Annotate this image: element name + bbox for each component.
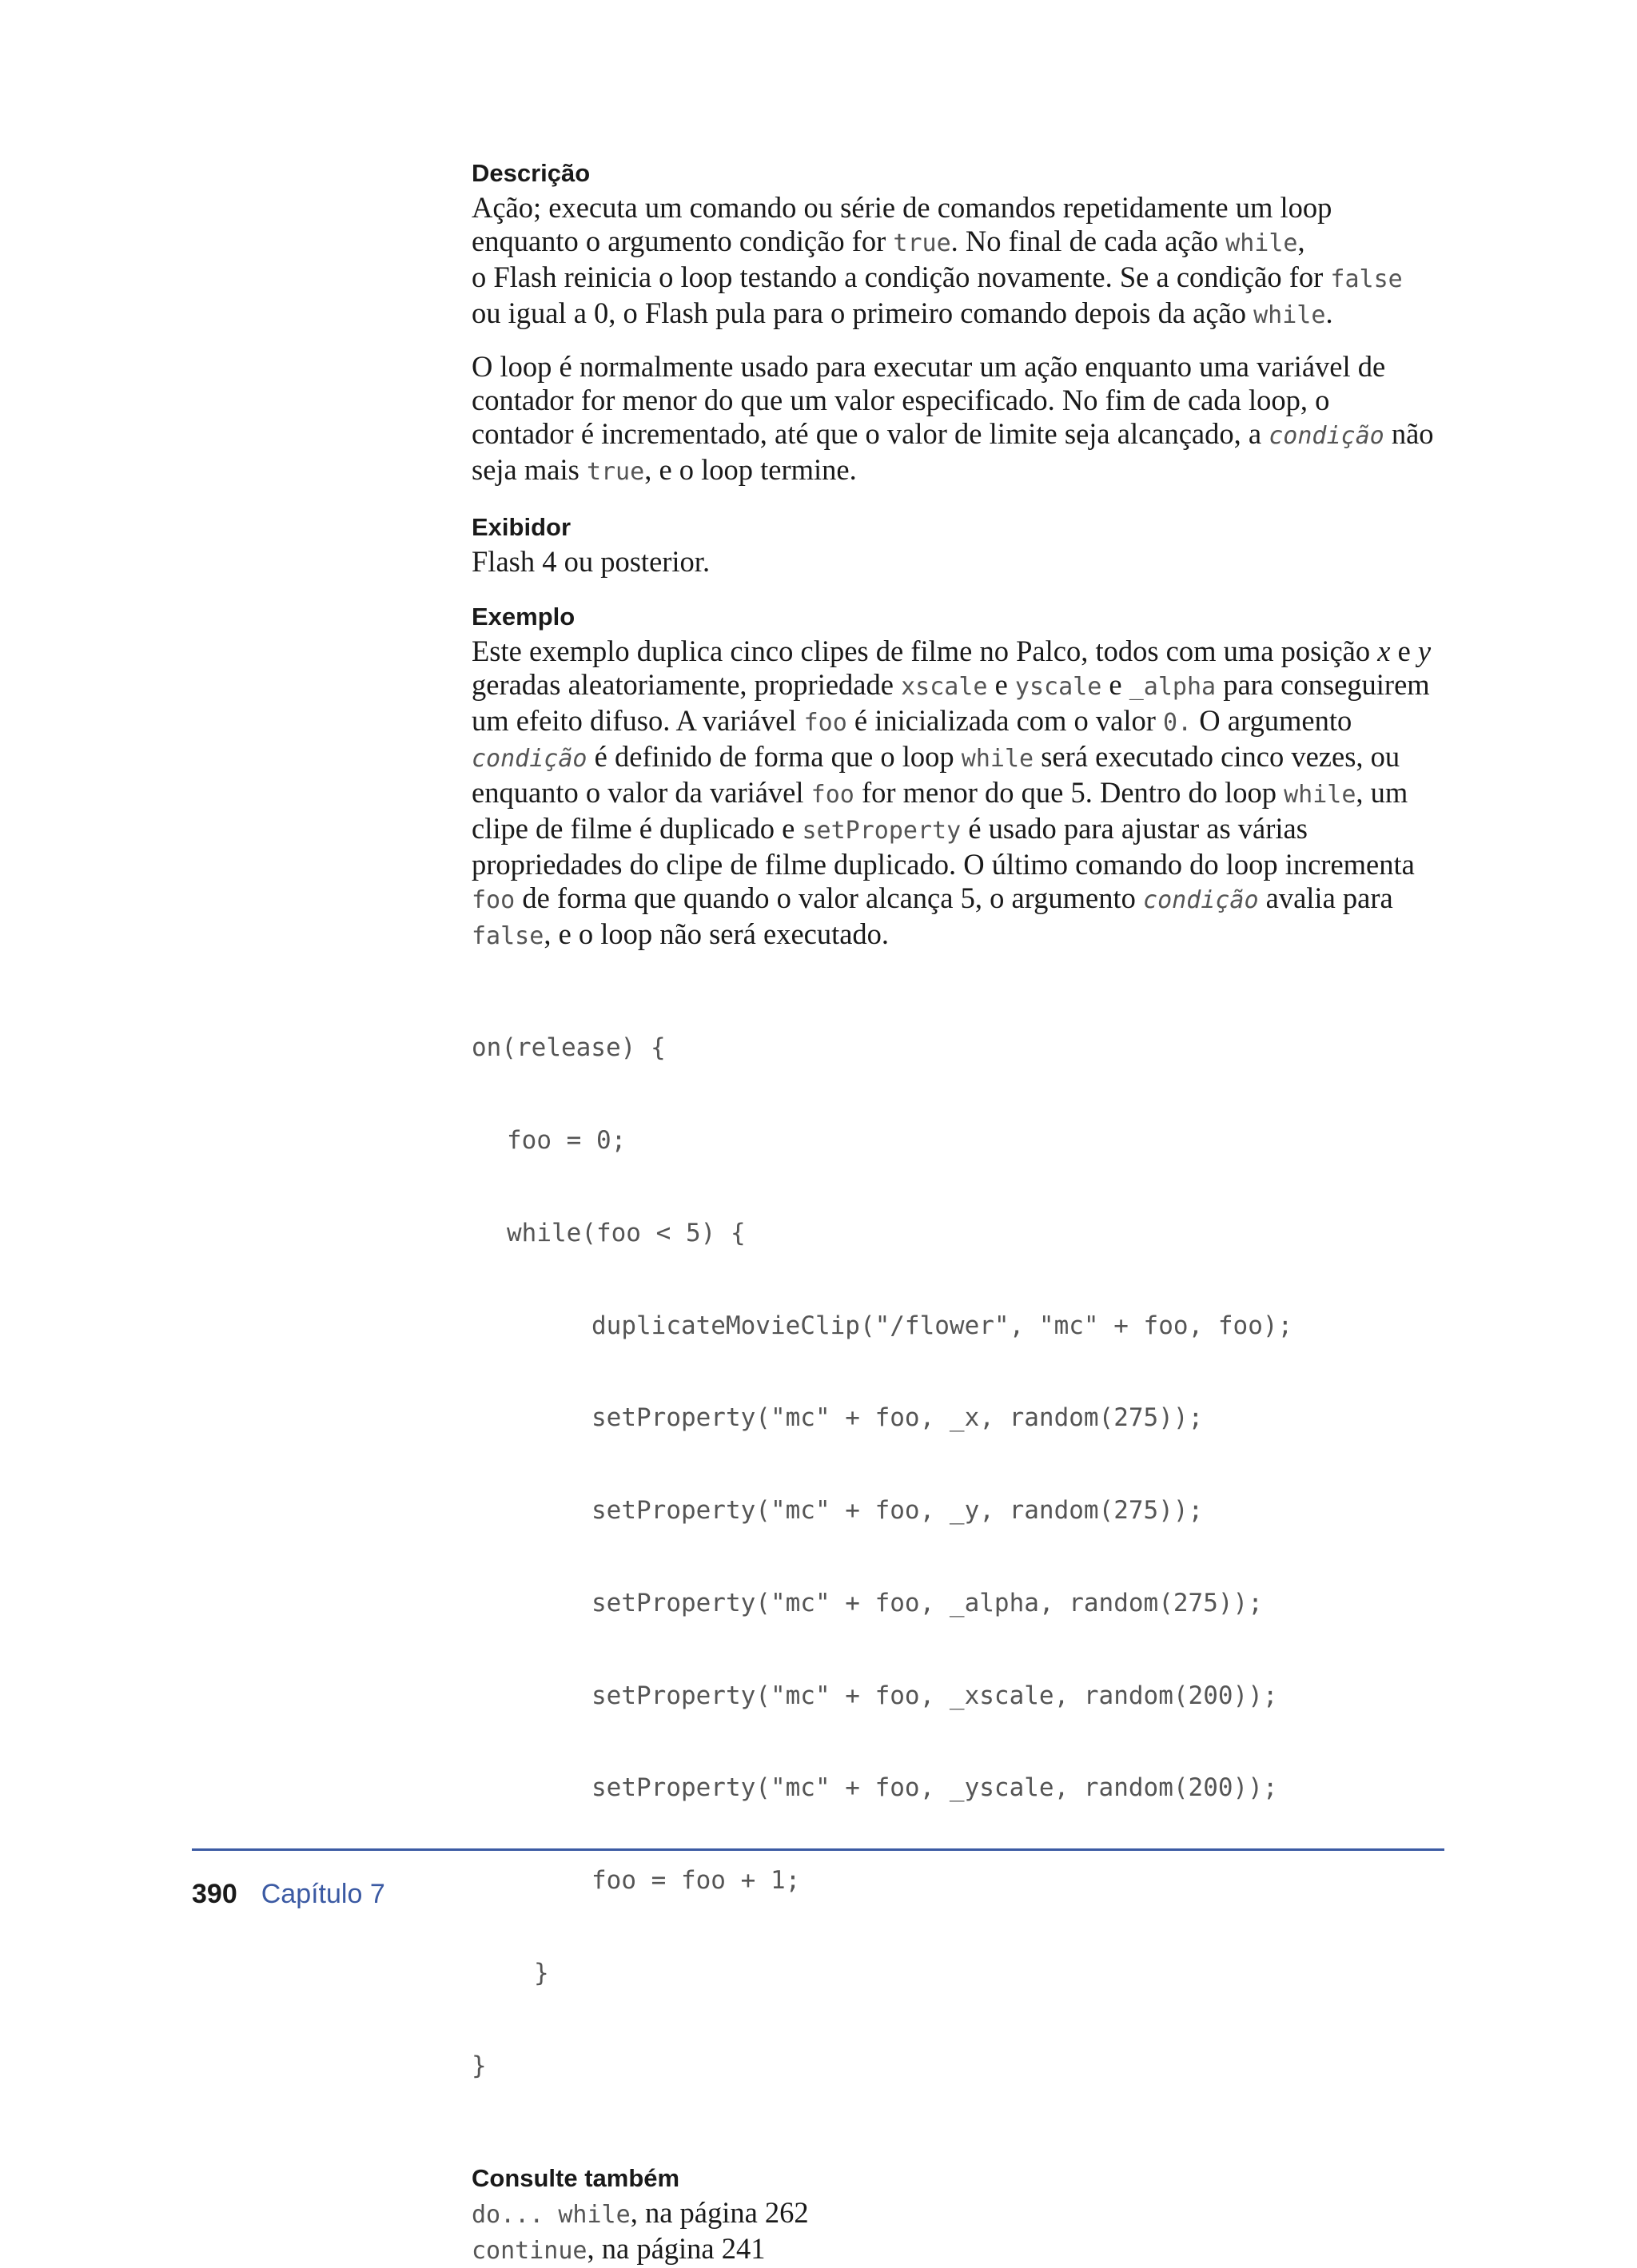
code-line: setProperty("mc" + foo, _x, random(275));	[591, 1403, 1204, 1433]
text-run: Este exemplo duplica cinco clipes de filme no Palco, todos com uma posição	[472, 635, 1378, 667]
code-line: on(release) {	[472, 1033, 666, 1063]
section-heading-exibidor: Exibidor	[472, 513, 572, 541]
text-run: , e o loop não será executado.	[544, 917, 890, 950]
page-footer	[192, 1876, 385, 1912]
code-inline: foo	[811, 781, 854, 809]
text-run: . No final de cada ação	[950, 225, 1226, 257]
text-run: Ação; executa um comando ou série de comandos repetidamente um loop	[472, 191, 1332, 224]
text-run: seja mais	[472, 453, 587, 486]
text-run: de forma que quando o valor alcança 5, o argumento	[515, 881, 1144, 914]
code-inline: yscale	[1014, 673, 1102, 701]
text-run: O loop é normalmente usado para executar um ação enquanto uma variável de	[472, 350, 1386, 383]
text-run: e	[987, 668, 1015, 701]
footer-rule	[192, 1848, 1444, 1851]
text-run: clipe de filme é duplicado e	[472, 812, 803, 845]
code-line: while(foo < 5) {	[507, 1218, 746, 1247]
code-inline: false	[1330, 265, 1403, 293]
text-run: .	[1325, 296, 1333, 329]
code-inline: while	[1284, 781, 1356, 809]
code-inline: condição	[1143, 886, 1259, 914]
text-run: e	[1101, 668, 1129, 701]
code-inline: setProperty	[802, 817, 962, 845]
text-run: enquanto o valor da variável	[472, 776, 811, 809]
text-run: não	[1384, 417, 1434, 450]
code-inline: 0.	[1163, 709, 1193, 737]
code-inline: condição	[472, 745, 587, 773]
text-run: , um	[1356, 776, 1408, 809]
text-run: é definido de forma que o loop	[587, 740, 962, 773]
text-run: avalia para	[1258, 881, 1393, 914]
text-run: propriedades do clipe de filme duplicado. O último comando do loop incrementa	[472, 848, 1415, 881]
see-also-link[interactable]	[472, 2196, 809, 2229]
page-number: 390	[192, 1879, 237, 1909]
code-inline: while	[961, 745, 1034, 773]
link-text: , na página 241	[587, 2231, 766, 2265]
code-line: duplicateMovieClip("/flower", "mc" + foo, foo);	[591, 1311, 1293, 1340]
code-inline: while	[1225, 229, 1298, 257]
link-text: , na página 262	[630, 2195, 809, 2229]
code-inline: foo	[472, 886, 516, 914]
text-run: x	[1377, 635, 1391, 667]
text-run: e	[1390, 635, 1418, 667]
see-also-list	[472, 2196, 1439, 2268]
paragraph-exemplo	[472, 635, 1439, 953]
text-run: enquanto o argumento condição for	[472, 225, 894, 257]
code-inline: xscale	[901, 673, 988, 701]
paragraph-descricao-2	[472, 350, 1439, 489]
text-run: um efeito difuso. A variável	[472, 704, 804, 737]
code-inline: false	[472, 922, 544, 950]
text-run: para conseguirem	[1216, 668, 1430, 701]
code-inline: while	[1253, 301, 1326, 329]
text-run: y	[1417, 635, 1432, 667]
code-inline: foo	[803, 709, 847, 737]
text-run: contador é incrementado, até que o valor de limite seja alcançado, a	[472, 417, 1269, 450]
text-run: ,	[1297, 225, 1305, 257]
code-line: setProperty("mc" + foo, _yscale, random(200));	[591, 1773, 1278, 1803]
code-line: foo = foo + 1;	[591, 1866, 801, 1896]
section-heading-consulte: Consulte também	[472, 2163, 680, 2192]
chapter-label: Capítulo 7	[261, 1879, 385, 1909]
text-run: é usado para ajustar as várias	[961, 812, 1308, 845]
code-block	[472, 971, 1439, 2143]
code-inline: _alpha	[1129, 673, 1217, 701]
see-also-link[interactable]	[472, 2232, 766, 2265]
code-line: }	[472, 2051, 487, 2080]
code-line: foo = 0;	[507, 1125, 627, 1155]
text-run: for menor do que 5. Dentro do loop	[854, 776, 1285, 809]
code-line: setProperty("mc" + foo, _y, random(275));	[591, 1496, 1204, 1526]
code-inline: true	[586, 458, 645, 486]
code-inline: condição	[1269, 422, 1384, 450]
section-heading-descricao: Descrição	[472, 159, 591, 187]
paragraph-descricao-1	[472, 191, 1439, 332]
code-inline: true	[893, 229, 951, 257]
text-run: é inicializada com o valor	[846, 704, 1164, 737]
text-run: O argumento	[1192, 704, 1352, 737]
paragraph-exibidor: Flash 4 ou posterior.	[472, 545, 711, 578]
text-run: o Flash reinicia o loop testando a condição novamente. Se a condição for	[472, 261, 1331, 293]
text-run: será executado cinco vezes, ou	[1034, 740, 1400, 773]
text-run: contador for menor do que um valor especificado. No fim de cada loop, o	[472, 384, 1330, 416]
code-line: }	[534, 1959, 549, 1987]
page-content	[472, 156, 1439, 2268]
code-line: setProperty("mc" + foo, _alpha, random(275));	[591, 1588, 1263, 1617]
link-code: do... while	[472, 2200, 631, 2229]
link-code: continue	[472, 2236, 587, 2265]
section-heading-exemplo: Exemplo	[472, 603, 576, 631]
code-line: setProperty("mc" + foo, _xscale, random(200));	[591, 1681, 1278, 1710]
text-run: ou igual a 0, o Flash pula para o primeiro comando depois da ação	[472, 296, 1254, 329]
text-run: , e o loop termine.	[644, 453, 857, 486]
text-run: geradas aleatoriamente, propriedade	[472, 668, 902, 701]
